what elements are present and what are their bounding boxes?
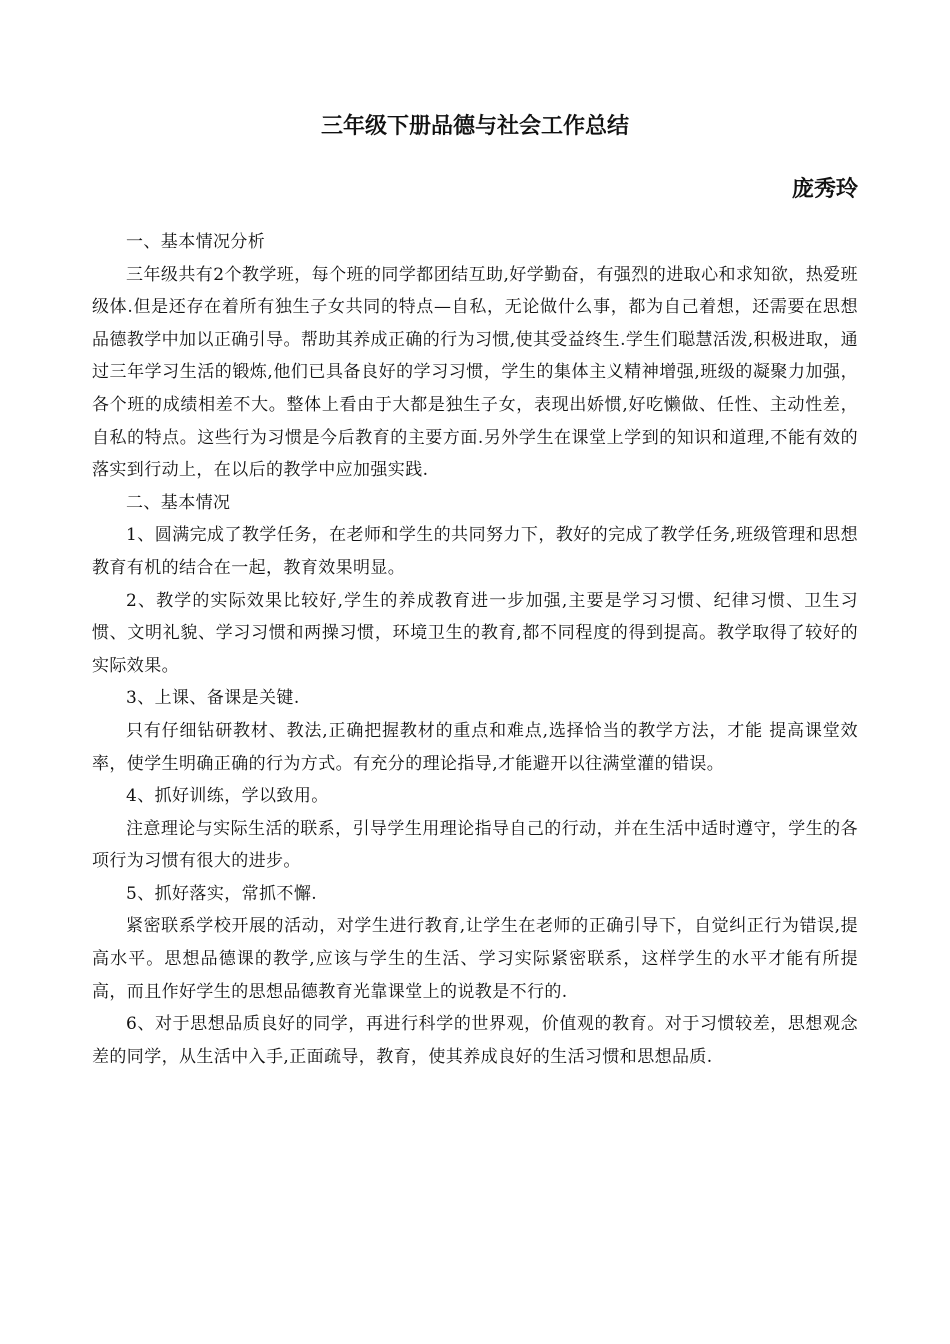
paragraph-item-4-heading: 4、抓好训练，学以致用。 bbox=[126, 786, 329, 807]
paragraph-item-2: 2、教学的实际效果比较好,学生的养成教育进一步加强,主要是学习习惯、纪律习惯、卫生习惯、文明礼貌、学习习惯和两操习惯，环境卫生的教育,都不同程度的得到提高。教学取得了较好的实际效果。 bbox=[92, 590, 858, 676]
section-heading-basic-analysis: 一、基本情况分析 bbox=[126, 232, 266, 252]
paragraph-item-5-heading: 5、抓好落实，常抓不懈. bbox=[126, 883, 318, 904]
paragraph-item-6: 6、对于思想品质良好的同学，再进行科学的世界观，价值观的教育。对于习惯较差，思想观念差的同学，从生活中入手,正面疏导，教育，使其养成良好的生活习惯和思想品质. bbox=[92, 1014, 858, 1067]
paragraph-item-5-body: 紧密联系学校开展的活动，对学生进行教育,让学生在老师的正确引导下，自觉纠正行为错误,提高水平。思想品德课的教学,应该与学生的生活、学习实际紧密联系，这样学生的水平才能有所提高，而且作好学生的思想品德教育光靠课堂上的说教是不行的. bbox=[92, 916, 858, 1002]
section-heading-basic-situation: 二、基本情况 bbox=[126, 492, 231, 513]
document-title: 三年级下册品德与社会工作总结 bbox=[320, 114, 629, 139]
paragraph-class-overview: 三年级共有2个教学班，每个班的同学都团结互助,好学勤奋，有强烈的进取心和求知欲，热爱班级体.但是还存在着所有独生子女共同的特点—自私，无论做什么事，都为自己着想，还需要在思想品德教学中加以正确引导。帮助其养成正确的行为习惯,使其受益终生.学生们聪慧活泼,积极进取，通过三年学习生活的锻炼,他们已具备良好的学习习惯，学生的集体主义精神增强,班级的凝聚力加强，各个班的成绩相差不大。整体上看由于大都是独生子女，表现出娇惯,好吃懒做、任性、主动性差，自私的特点。这些行为习惯是今后教育的主要方面.另外学生在课堂上学到的知识和道理,不能有效的落实到行动上，在以后的教学中应加强实践. bbox=[92, 264, 858, 481]
paragraph-item-3-body: 只有仔细钻研教材、教法,正确把握教材的重点和难点,选择恰当的教学方法，才能 提高课堂效率，使学生明确正确的行为方式。有充分的理论指导,才能避开以往满堂灌的错误。 bbox=[92, 720, 858, 774]
paragraph-item-3-heading: 3、上课、备课是关键. bbox=[126, 688, 300, 709]
author-name: 庞秀玲 bbox=[791, 177, 858, 202]
paragraph-item-4-body: 注意理论与实际生活的联系，引导学生用理论指导自己的行动，并在生活中适时遵守，学生的各项行为习惯有很大的进步。 bbox=[92, 818, 858, 872]
document-body bbox=[92, 226, 858, 1073]
paragraph-item-1: 1、圆满完成了教学任务，在老师和学生的共同努力下，教好的完成了教学任务,班级管理和思想教育有机的结合在一起，教育效果明显。 bbox=[92, 525, 858, 578]
